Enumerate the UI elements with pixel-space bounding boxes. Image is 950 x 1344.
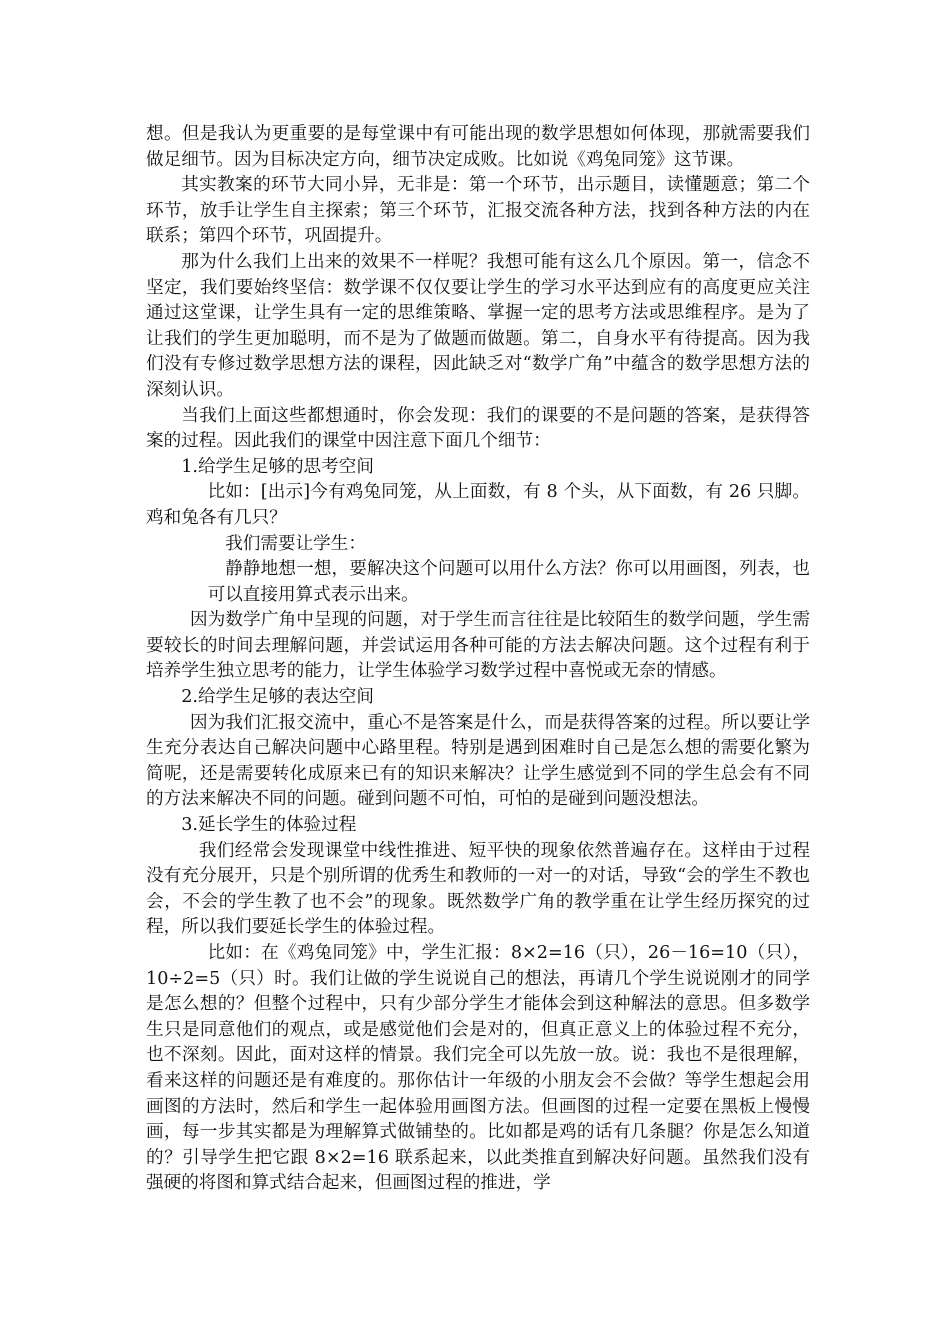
- need-students-line: 我们需要让学生：: [225, 533, 366, 554]
- example-problem: 比如：[出示]今有鸡兔同笼，从上面数，有 8 个头，从下面数，有 26 只脚。鸡和兔各有几只？: [146, 482, 810, 528]
- paragraph-details-lead: 当我们上面这些都想通时，你会发现：我们的课要的不是问题的答案，是获得答案的过程。因此我们的课堂中因注意下面几个细节：: [146, 405, 810, 452]
- section-1-body: 因为数学广角中呈现的问题，对于学生而言往往是比较陌生的数学问题，学生需要较长的时间去理解问题，并尝试运用各种可能的方法去解决问题。这个过程有利于培养学生独立思考的能力，让学生体验学习数学过程中喜悦或无奈的情感。: [146, 610, 810, 682]
- section-heading-3: 3.延长学生的体验过程: [181, 815, 357, 836]
- section-3-example: 比如：在《鸡兔同笼》中，学生汇报：8×2=16（只），26－16=10（只），10÷2=5（只）时。我们让做的学生说说自己的想法，再请几个学生说说刚才的同学是怎么想的？但整个过程中，只有少部分学生才能体会到这种解法的意思。但多数学生只是同意他们的观点，或是感觉他们会是对的，但真正意义上的体验过程不充分，也不深刻。因此，面对这样的情景。我们完全可以先放一放。说：我也不是很理解，看来这样的问题还是有难度的。那你估计一年级的小朋友会不会做？等学生想起会用画图的方法时，然后和学生一起体验用画图方法。但画图的过程一定要在黑板上慢慢画，每一步其实都是为理解算式做铺垫的。比如都是鸡的话有几条腿？你是怎么知道的？引导学生把它跟 8×2=16 联系起来，以此类推直到解决好问题。虽然我们没有强硬的将图和算式结合起来，但画图过程的推进，学: [146, 943, 810, 1194]
- paragraph-lesson-steps: 其实教案的环节大同小异，无非是：第一个环节，出示题目，读懂题意；第二个环节，放手让学生自主探索；第三个环节，汇报交流各种方法，找到各种方法的内在联系；第四个环节，巩固提升。: [146, 175, 810, 247]
- think-prompt: 静静地想一想，要解决这个问题可以用什么方法？你可以用画图，列表，也可以直接用算式表示出来。: [207, 559, 810, 605]
- section-heading-2: 2.给学生足够的表达空间: [181, 687, 374, 708]
- paragraph-reasons: 那为什么我们上出来的效果不一样呢？我想可能有这么几个原因。第一，信念不坚定，我们要始终坚信：数学课不仅仅要让学生的学习水平达到应有的高度更应关注通过这堂课，让学生具有一定的思维策略、掌握一定的思考方法或思维程序。是为了让我们的学生更加聪明，而不是为了做题而做题。第二，自身水平有待提高。因为我们没有专修过数学思想方法的课程，因此缺乏对“数学广角”中蕴含的数学思想方法的深刻认识。: [146, 251, 810, 400]
- section-3-body: 我们经常会发现课堂中线性推进、短平快的现象依然普遍存在。这样由于过程没有充分展开，只是个别所谓的优秀生和教师的一对一的对话，导致“会的学生不教也会，不会的学生教了也不会”的现象。既然数学广角的教学重在让学生经历探究的过程，所以我们要延长学生的体验过程。: [146, 840, 810, 938]
- section-heading-1: 1.给学生足够的思考空间: [181, 456, 374, 477]
- document-page: [146, 122, 810, 1197]
- paragraph-intro: 想。但是我认为更重要的是每堂课中有可能出现的数学思想如何体现，那就需要我们做足细节。因为目标决定方向，细节决定成败。比如说《鸡兔同笼》这节课。: [146, 124, 810, 170]
- section-2-body: 因为我们汇报交流中，重心不是答案是什么，而是获得答案的过程。所以要让学生充分表达自己解决问题中心路里程。特别是遇到困难时自己是怎么想的需要化繁为简呢，还是需要转化成原来已有的知识来解决？让学生感觉到不同的学生总会有不同的方法来解决不同的问题。碰到问题不可怕，可怕的是碰到问题没想法。: [146, 712, 810, 810]
